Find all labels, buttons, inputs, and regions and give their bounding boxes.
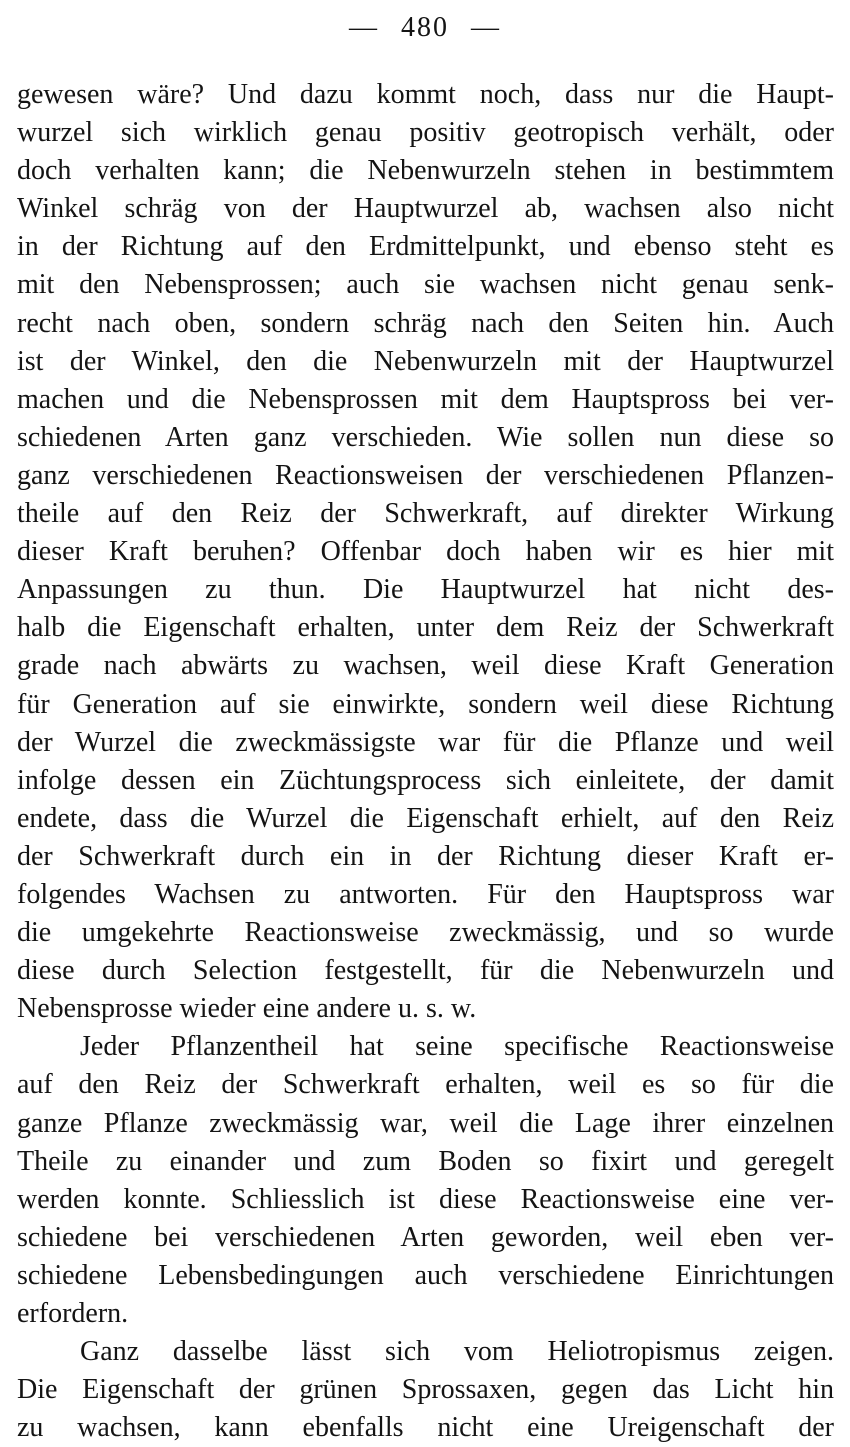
text-line: infolge dessen ein Züchtungsprocess sich einleitete, der damit xyxy=(17,764,834,796)
text-line: Anpassungen zu thun. Die Hauptwurzel hat nicht des- xyxy=(17,574,834,606)
text-line: theile auf den Reiz der Schwerkraft, auf direkter Wirkung xyxy=(17,498,834,530)
text-line: recht nach oben, sondern schräg nach den Seiten hin. Auch xyxy=(17,307,834,339)
text-line: grade nach abwärts zu wachsen, weil diese Kraft Generation xyxy=(17,650,834,682)
page-header xyxy=(0,10,850,46)
text-line: halb die Eigenschaft erhalten, unter dem Reiz der Schwerkraft xyxy=(17,612,834,644)
text-line: erfordern. xyxy=(17,1298,129,1329)
text-line: doch verhalten kann; die Nebenwurzeln stehen in bestimmtem xyxy=(17,155,834,187)
text-line: der Wurzel die zweckmässigste war für die Pflanze und weil xyxy=(17,726,834,758)
text-line: diese durch Selection festgestellt, für die Nebenwurzeln und xyxy=(17,955,834,987)
text-line: in der Richtung auf den Erdmittelpunkt, und ebenso steht es xyxy=(17,231,834,263)
text-line: Die Eigenschaft der grünen Sprossaxen, gegen das Licht hin xyxy=(17,1374,834,1406)
text-line: wurzel sich wirklich genau positiv geotropisch verhält, oder xyxy=(17,117,834,149)
text-line: schiedene bei verschiedenen Arten geworden, weil eben ver- xyxy=(17,1221,834,1253)
text-line: Nebensprosse wieder eine andere u. s. w. xyxy=(17,993,477,1025)
text-line: Winkel schräg von der Hauptwurzel ab, wachsen also nicht xyxy=(17,193,834,225)
text-line: auf den Reiz der Schwerkraft erhalten, weil es so für die xyxy=(17,1069,834,1101)
header-dash-right: — xyxy=(471,12,501,43)
header-dash-left: — xyxy=(349,12,379,43)
body-text xyxy=(17,76,834,1447)
text-line: der Schwerkraft durch ein in der Richtung dieser Kraft er- xyxy=(17,840,834,872)
text-line: schiedene Lebensbedingungen auch verschiedene Einrichtungen xyxy=(17,1259,834,1291)
text-line: für Generation auf sie einwirkte, sondern weil diese Richtung xyxy=(17,688,834,720)
text-line: machen und die Nebensprossen mit dem Hauptspross bei ver- xyxy=(17,383,834,415)
text-line: Theile zu einander und zum Boden so fixirt und geregelt xyxy=(17,1145,834,1177)
text-line: Jeder Pflanzentheil hat seine specifische Reactionsweise xyxy=(80,1031,834,1063)
text-line: endete, dass die Wurzel die Eigenschaft erhielt, auf den Reiz xyxy=(17,802,834,834)
text-line: Ganz dasselbe lässt sich vom Heliotropismus zeigen. xyxy=(80,1336,834,1368)
text-line: zu wachsen, kann ebenfalls nicht eine Ureigenschaft der xyxy=(17,1412,834,1444)
text-line: mit den Nebensprossen; auch sie wachsen nicht genau senk- xyxy=(17,269,834,301)
text-line: gewesen wäre? Und dazu kommt noch, dass nur die Haupt- xyxy=(17,79,834,110)
text-line: werden konnte. Schliesslich ist diese Reactionsweise eine ver- xyxy=(17,1183,834,1215)
text-line: die umgekehrte Reactionsweise zweckmässig, und so wurde xyxy=(17,917,834,949)
text-line: ganz verschiedenen Reactionsweisen der verschiedenen Pflanzen- xyxy=(17,459,834,491)
text-line: ganze Pflanze zweckmässig war, weil die Lage ihrer einzelnen xyxy=(17,1107,834,1139)
text-line: dieser Kraft beruhen? Offenbar doch haben wir es hier mit xyxy=(17,536,834,568)
text-line: folgendes Wachsen zu antworten. Für den Hauptspross war xyxy=(17,878,834,910)
text-line: ist der Winkel, den die Nebenwurzeln mit der Hauptwurzel xyxy=(17,345,834,377)
text-line: schiedenen Arten ganz verschieden. Wie sollen nun diese so xyxy=(17,421,834,453)
page-number: 480 xyxy=(401,12,449,43)
